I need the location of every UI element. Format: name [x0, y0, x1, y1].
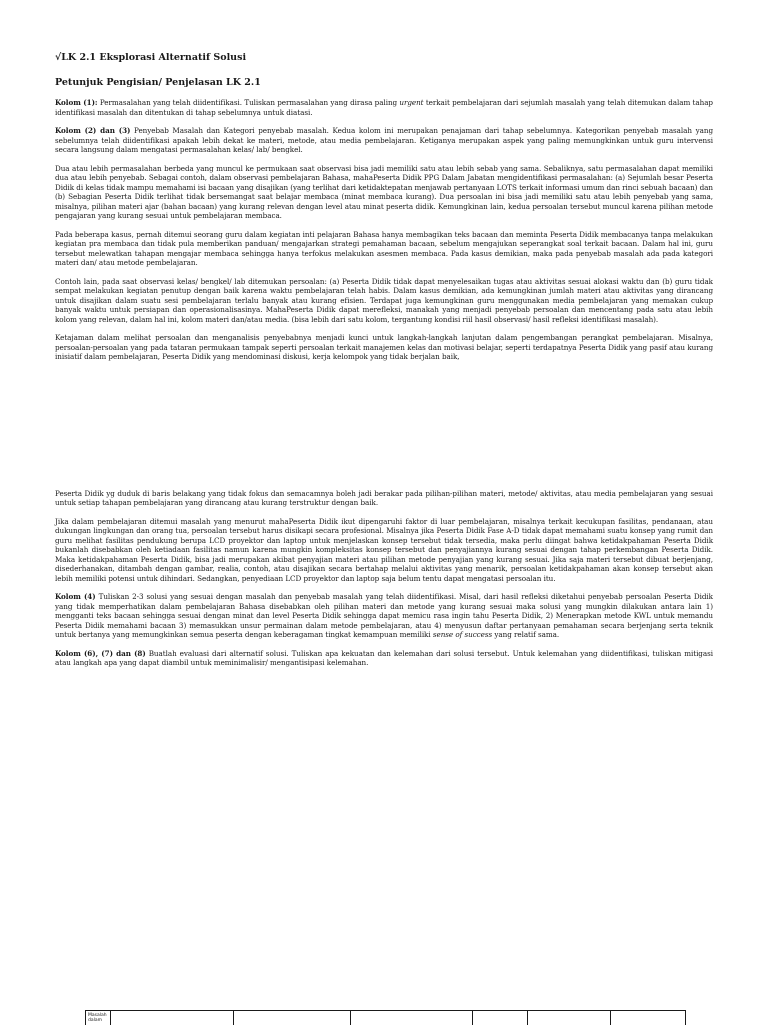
kolom-1-label: Kolom (1):: [55, 98, 98, 107]
paragraph-example-1: Dua atau lebih permasalahan berbeda yang muncul ke permukaan saat observasi bisa jadi memiliki satu atau lebih sebab yang sama. Sebaliknya, satu permasalahan dapat memiliki dua atau lebih penyebab. Sebagai contoh, dalam observasi pembelajaran Bahasa, mahaPeserta Didik PPG Dalam Jabatan mengidentifikasi permasalahan: (a) Sejumlah besar Peserta Didik di kelas tidak mampu memahami isi bacaan yang disajikan (yang terlihat dari ketidaktepatan menjawab pertanyaan LOTS terkait informasi umum dan rinci sebuah bacaan) dan (b) Sebagian Peserta Didik terlihat tidak bersemangat saat belajar membaca (minat membaca kurang). Dua persoalan ini bisa jadi memiliki satu atau lebih penyebab yang sama, misalnya, pilihan materi ajar (bahan bacaan) yang kurang relevan dengan level atau minat peserta didik. Kemungkinan lain, kedua persoalan tersebut muncul karena pilihan metode pengajaran yang kurang sesuai untuk pembelajaran membaca.: [55, 164, 713, 221]
paragraph-sharpness: Ketajaman dalam melihat persoalan dan menganalisis penyebabnya menjadi kunci untuk langkah-langkah lanjutan dalam pengembangan perangkat pembelajaran. Misalnya, persoalan-persoalan yang pada tataran permukaan tampak seperti persoalan terkait manajemen kelas dan motivasi belajar, seperti terdapatnya Peserta Didik yang pasif atau kurang inisiatif dalam pembelajaran, Peserta Didik yang mendominasi diskusi, kerja kelompok yang tidak berjalan baik,: [55, 333, 713, 362]
paragraph-kolom-6-8: [55, 649, 713, 668]
document-subtitle: Petunjuk Pengisian/ Penjelasan LK 2.1: [55, 77, 713, 88]
paragraph-continuation: Peserta Didik yg duduk di baris belakang yang tidak fokus dan semacamnya boleh jadi berakar pada pilihan-pilihan materi, metode/ aktivitas, atau media pembelajaran yang sesuai untuk setiap tahapan pembelajaran yang dirancang atau kurang terstruktur dengan baik.: [55, 489, 713, 508]
table-cell: [473, 1011, 528, 1025]
paragraph-example-3: Contoh lain, pada saat observasi kelas/ bengkel/ lab ditemukan persoalan: (a) Peserta Didik tidak dapat menyelesaikan tugas atau aktivitas sesuai alokasi waktu dan (b) guru tidak sempat melakukan kegiatan penutup dengan baik karena waktu pembelajaran telah habis. Dalam kasus demikian, ada kemungkinan jumlah materi atau aktivitas yang dirancang untuk disajikan dalam suatu sesi pembelajaran terlalu banyak atau kurang efisien. Terdapat juga kemungkinan guru menggunakan media pembelajaran yang memakan cukup banyak waktu untuk persiapan dan operasionalisasinya. MahaPeserta Didik dapat merefleksi, manakah yang menjadi penyebab persoalan dan mencentang pada satu atau lebih kolom yang relevan, dalam hal ini, kolom materi dan/atau media. (bisa lebih dari satu kolom, tergantung kondisi riil hasil observasi/ hasil refleksi identifikasi masalah).: [55, 277, 713, 325]
table-cell: [234, 1011, 351, 1025]
table-cell: Masalah dalam: [86, 1011, 111, 1025]
paragraph-kolom-2-3: [55, 126, 713, 155]
kolom-4-emphasis: sense of success: [433, 630, 492, 639]
page-break-gap: [55, 371, 713, 489]
table-row: [86, 1011, 686, 1025]
kolom-4-label: Kolom (4): [55, 592, 96, 601]
kolom-2-3-label: Kolom (2) dan (3): [55, 126, 130, 135]
table-cell: [528, 1011, 611, 1025]
table-cell: [351, 1011, 473, 1025]
kolom-1-text-a: Permasalahan yang telah diidentifikasi. Tuliskan permasalahan yang dirasa paling: [98, 98, 400, 107]
document-page: [55, 52, 713, 677]
kolom-2-3-text: Penyebab Masalah dan Kategori penyebab masalah. Kedua kolom ini merupakan penajaman dari tahap sebelumnya. Kategorikan penyebab masalah yang sebelumnya telah diidentifikasi apakah lebih dekat ke materi, metode, atau media pembelajaran. Ketiganya merupakan aspek yang paling memungkinkan untuk guru intervensi secara langsung dalam mengatasi permasalahan kelas/ lab/ bengkel.: [55, 126, 713, 154]
document-title: √LK 2.1 Eksplorasi Alternatif Solusi: [55, 52, 713, 63]
kolom-6-8-text: Buatlah evaluasi dari alternatif solusi. Tuliskan apa kekuatan dan kelemahan dari solusi tersebut. Untuk kelemahan yang diidentifikasi, tuliskan mitigasi atau langkah apa yang dapat diambil untuk meminimalisir/ mengantisipasi kelemahan.: [55, 649, 713, 668]
kolom-4-text-b: yang relatif sama.: [492, 630, 559, 639]
table-cell: [611, 1011, 686, 1025]
paragraph-example-2: Pada beberapa kasus, pernah ditemui seorang guru dalam kegiatan inti pelajaran Bahasa hanya membagikan teks bacaan dan meminta Peserta Didik membacanya tanpa melakukan kegiatan pra membaca dan tidak pula memberikan panduan/ mengajarkan strategi pemahaman bacaan, sebelum mengajukan seperangkat soal terkait bacaan. Dalam hal ini, guru tersebut melewatkan tahapan mengajar membaca sehingga hanya terfokus melakukan asesmen membaca. Pada kasus demikian, maka pada penyebab masalah ada pada kategori materi dan/ atau metode pembelajaran.: [55, 230, 713, 268]
kolom-1-text-b: terkait pembelajaran dari sejumlah masalah yang telah ditemukan dalam tahap identifikasi masalah dan ditentukan di tahap sebelumnya untuk diatasi.: [55, 98, 713, 117]
kolom-6-8-label: Kolom (6), (7) dan (8): [55, 649, 146, 658]
paragraph-external-factors: Jika dalam pembelajaran ditemui masalah yang menurut mahaPeserta Didik ikut dipengaruhi faktor di luar pembelajaran, misalnya terkait kecukupan fasilitas, pendanaan, atau dukungan lingkungan dan orang tua, persoalan tersebut harus disikapi secara profesional. Misalnya jika Peserta Didik Fase A-D tidak dapat memahami suatu konsep yang rumit dan guru melihat fasilitas pendukung berupa LCD proyektor dan laptop untuk menjelaskan konsep tersebut tidak tersedia, maka perlu diingat bahwa ketidakpahaman Peserta Didik bukanlah disebabkan oleh ketiadaan fasilitas namun karena mungkin kompleksitas konsep tersebut dan penyajiannya kurang sesuai dengan tahap perkembangan Peserta Didik. Maka ketidakpahaman Peserta Didik, bisa jadi merupakan akibat penyajian materi atau pilihan metode penyajian yang kurang sesuai. Jika saja materi tersebut dibuat berjenjang, disederhanakan, ditambah dengan gambar, realia, contoh, atau disajikan secara bertahap melalui aktivitas yang menarik, persoalan ketidakpahaman akan konsep tersebut akan lebih memiliki potensi untuk dihindari. Sedangkan, penyediaan LCD proyektor dan laptop saja belum tentu dapat mengatasi persoalan itu.: [55, 517, 713, 584]
kolom-4-text-a: Tuliskan 2-3 solusi yang sesuai dengan masalah dan penyebab masalah yang telah diidentifikasi. Misal, dari hasil refleksi diketahui penyebab persoalan Peserta Didik yang tidak memperhatikan dalam pembelajaran Bahasa disebabkan oleh pilihan materi dan metode yang kurang sesuai maka solusi yang mungkin dilakukan antara lain 1) mengganti teks bacaan sehingga sesuai dengan minat dan level Peserta Didik sehingga dapat memicu rasa ingin tahu Peserta Didik, 2) Menerapkan metode KWL untuk memandu Peserta Didik memahami bacaan 3) memasukkan unsur permainan dalam metode pembelajaran, atau 4) menyusun daftar pertanyaan pemahaman secara berjenjang serta teknik untuk bertanya yang memungkinkan semua peserta dengan keberagaman tingkat kemampuan memiliki: [55, 592, 713, 639]
table-cell: [111, 1011, 234, 1025]
paragraph-kolom-4: [55, 592, 713, 640]
kolom-1-emphasis: urgent: [399, 98, 423, 107]
worksheet-table: [85, 1010, 686, 1025]
paragraph-kolom-1: [55, 98, 713, 117]
